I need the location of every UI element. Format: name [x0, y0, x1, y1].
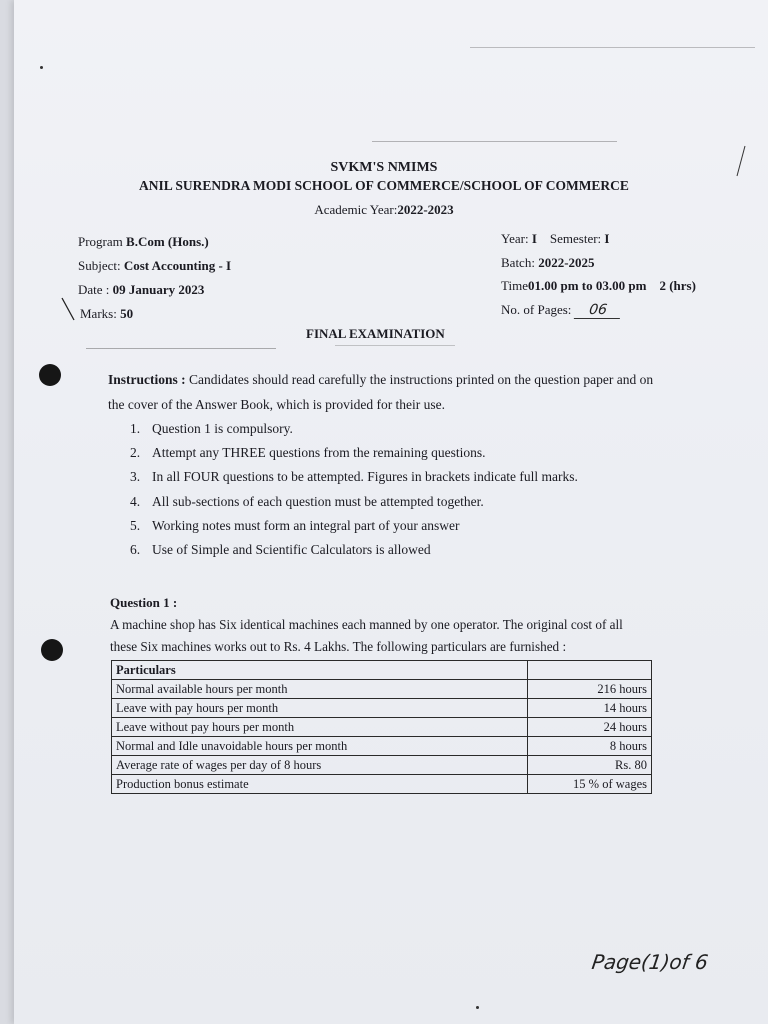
row-label: Production bonus estimate [112, 775, 528, 794]
marks-value: 50 [120, 306, 134, 321]
semester-label: Semester: [549, 231, 602, 246]
instruction-item [130, 421, 578, 445]
table-row [112, 756, 652, 775]
instruction-text: Working notes must form an integral part of your answer [152, 517, 460, 533]
program-label: Program [78, 234, 123, 249]
instruction-text: Use of Simple and Scientific Calculators is allowed [152, 541, 431, 557]
instruction-number: 1. [130, 421, 141, 436]
instruction-item [130, 494, 578, 518]
date-label: Date : [78, 282, 110, 297]
instruction-item [130, 469, 578, 493]
table-header-row [112, 661, 652, 680]
instruction-number: 3. [130, 469, 141, 485]
instructions-label: Instructions : [108, 372, 186, 387]
table-row [112, 775, 652, 794]
speck [40, 66, 43, 69]
academic-year-label: Academic Year: [314, 202, 398, 217]
instruction-number: 2. [130, 445, 141, 461]
table-row [112, 737, 652, 756]
pen-stroke-left [60, 296, 78, 324]
instruction-number: 5. [130, 517, 141, 533]
table-header-cell: Particulars [112, 661, 528, 680]
row-value: 8 hours [528, 737, 652, 756]
row-value: 216 hours [528, 680, 652, 699]
instruction-text: Question 1 is compulsory. [152, 421, 293, 436]
academic-year-value: 2022-2023 [397, 202, 454, 217]
row-label: Leave with pay hours per month [112, 699, 528, 718]
pages-label: No. of Pages: [501, 302, 572, 317]
date-line [78, 282, 204, 298]
row-label: Leave without pay hours per month [112, 718, 528, 737]
instruction-number: 6. [130, 541, 141, 557]
instruction-item [130, 445, 578, 469]
instruction-item [130, 542, 578, 566]
time-value: 01.00 pm to 03.00 pm [527, 278, 647, 293]
exam-title: FINAL EXAMINATION [306, 326, 445, 341]
instruction-text: Attempt any THREE questions from the remaining questions. [152, 445, 486, 461]
table-row [112, 680, 652, 699]
year-value: I [531, 231, 537, 246]
year-label: Year: [501, 231, 529, 246]
subject-line [78, 258, 231, 274]
question1-title: Question 1 : [110, 595, 178, 610]
row-value: Rs. 80 [528, 756, 652, 775]
program-line [78, 234, 209, 250]
org-name: SVKM'S NMIMS [330, 160, 438, 175]
punch-hole-top [39, 364, 61, 386]
subject-label: Subject: [78, 258, 121, 273]
instructions-list [130, 421, 578, 566]
top-rule [470, 47, 755, 48]
question1-line1: A machine shop has Six identical machines each manned by one operator. The original cost of all [110, 617, 623, 632]
row-value: 14 hours [528, 699, 652, 718]
speck [476, 1006, 479, 1009]
instruction-text: All sub-sections of each question must be attempted together. [152, 493, 484, 509]
title-rule-right [335, 345, 455, 346]
date-value: 09 January 2023 [112, 282, 205, 297]
program-value: B.Com (Hons.) [126, 234, 209, 249]
header-rule [372, 141, 617, 142]
row-label: Average rate of wages per day of 8 hours [112, 756, 528, 775]
instruction-item [130, 518, 578, 542]
marks-label: Marks: [80, 306, 117, 321]
pages-line [501, 302, 621, 319]
title-rule-left [86, 348, 276, 349]
school-name: ANIL SURENDRA MODI SCHOOL OF COMMERCE/SCHOOL OF COMMERCE [139, 178, 629, 193]
batch-value: 2022-2025 [538, 255, 595, 270]
pages-value: 06 [573, 302, 621, 319]
row-label: Normal available hours per month [112, 680, 528, 699]
row-value: 24 hours [528, 718, 652, 737]
academic-year [0, 202, 768, 218]
table-row [112, 699, 652, 718]
row-value: 15 % of wages [528, 775, 652, 794]
pen-stroke-right [734, 144, 748, 178]
table-header-value-cell [528, 661, 652, 680]
instructions-intro [108, 372, 653, 388]
batch-label: Batch: [501, 255, 535, 270]
row-label: Normal and Idle unavoidable hours per month [112, 737, 528, 756]
duration: 2 (hrs) [659, 278, 696, 293]
year-semester-line [501, 231, 609, 247]
time-line [501, 278, 696, 294]
semester-value: I [604, 231, 610, 246]
instruction-number: 4. [130, 493, 141, 509]
instructions-text-2: the cover of the Answer Book, which is provided for their use. [108, 397, 446, 412]
instruction-text: In all FOUR questions to be attempted. Figures in brackets indicate full marks. [152, 469, 578, 485]
table-row [112, 718, 652, 737]
time-label: Time [501, 278, 528, 293]
particulars-table [111, 660, 652, 794]
marks-line [80, 306, 133, 322]
batch-line [501, 255, 595, 271]
instructions-text-1: Candidates should read carefully the instructions printed on the question paper and on [189, 372, 654, 387]
punch-hole-bottom [41, 639, 63, 661]
subject-value: Cost Accounting - I [123, 258, 232, 273]
page-number-note: Page(1)of 6 [590, 950, 710, 974]
question1-line2: these Six machines works out to Rs. 4 Lakhs. The following particulars are furnished : [110, 639, 567, 654]
